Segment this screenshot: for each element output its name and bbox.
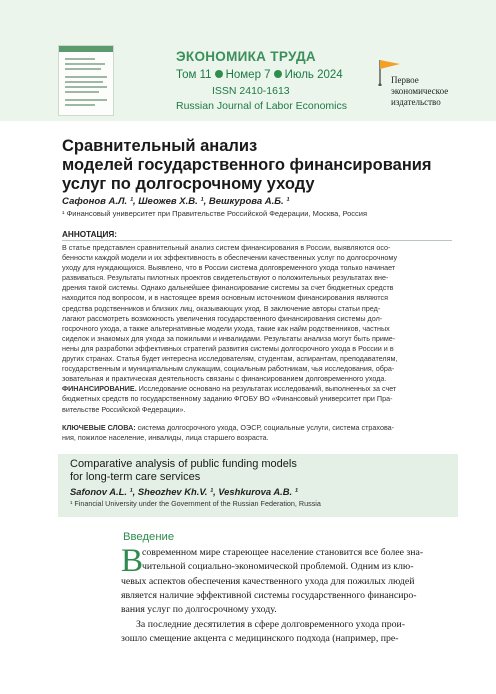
intro-line: чительной социально-экономической проблемой. Одним из клю- (142, 561, 414, 572)
intro-line: За последние десятилетия в сфере долговременного ухода прои- (136, 619, 406, 630)
abstract-line: нены для разработки эффективных стратегий развития системы долгосрочного ухода в России и в (62, 343, 394, 353)
issue-date: Июль 2024 (284, 69, 343, 81)
keywords-text: система долгосрочного ухода, ОЭСР, социальные услуги, система страхова- (135, 422, 395, 432)
english-title-line: Comparative analysis of public funding models (70, 458, 297, 470)
funding-text: вительстве Российской Федерации». (62, 404, 186, 414)
intro-line: чевых аспектов обеспечения качественного ухода для пожилых людей (121, 576, 415, 587)
intro-line: современном мире стареющее население становится все более зна- (142, 547, 424, 558)
abstract-text (62, 243, 452, 443)
abstract-line: дрения такой системы. Однако дальнейшее финансирование системы за счет бюджетных средств (62, 283, 394, 293)
journal-title: ЭКОНОМИКА ТРУДА (176, 49, 316, 64)
issue-number: Номер 7 (225, 69, 271, 81)
abstract-line: лагают рассмотреть возможность увеличения государственного финансирования системы дол- (62, 313, 383, 323)
english-title (70, 458, 297, 484)
issn: ISSN 2410-1613 (212, 85, 290, 97)
abstract-line: сиделок и знакомых для ухода за пожилыми и инвалидами. Результаты анализа могут быть приме- (62, 333, 396, 343)
abstract-line: госрочного ухода, а также альтернативные модели ухода, такие как найм родственников, частных (62, 323, 390, 333)
keywords-label: КЛЮЧЕВЫЕ СЛОВА: (62, 422, 136, 432)
abstract-line: других странах. Статья будет интересна исследователям, студентам, аспирантам, преподавателям, (62, 354, 398, 364)
abstract-line: уходу для нуждающихся. Выявлено, что в России система долговременного ухода только начинает (62, 263, 396, 273)
authors: Сафонов А.Л. ¹, Шеожев Х.В. ¹, Вешкурова А.Б. ¹ (62, 196, 290, 207)
intro-line: вания услуг по долгосрочному уходу. (121, 604, 277, 615)
keywords-line (62, 423, 452, 433)
bullet-dot-icon (274, 70, 282, 78)
abstract-line: зовательная и практическая деятельность связаны с финансированием долговременного ухода. (62, 374, 387, 384)
journal-cover-thumbnail (58, 45, 114, 116)
title-line: Сравнительный анализ (62, 137, 258, 155)
abstract-line: развиваться. Результаты пилотных проектов свидетельствуют о положительных результатах вне- (62, 273, 389, 283)
title-line: моделей государственного финансирования (62, 156, 432, 174)
abstract-line: государственным и муниципальным служащим, социальным работникам, чья исследования, обра- (62, 364, 395, 374)
article-title (62, 137, 452, 194)
abstract-line: находится под вопросом, и в настоящее время основным источником финансирования являются (62, 293, 388, 303)
abstract-line: бенности каждой модели и их эффективность в обеспечении качественных услуг по долгосрочному (62, 253, 398, 263)
abstract-heading: АННОТАЦИЯ: (62, 230, 117, 239)
intro-line: является наличие эффективной системы государственного финансиро- (121, 590, 417, 601)
publisher-line: экономическое (391, 86, 449, 96)
title-line: услуг по долгосрочному уходу (62, 175, 315, 193)
publisher-line: Первое (391, 75, 419, 85)
intro-line: зошло смещение акцента с медицинского подхода (например, пре- (121, 633, 399, 644)
publisher-line: издательство (391, 97, 441, 107)
affiliation: ¹ Финансовый университет при Правительстве Российской Федерации, Москва, Россия (62, 209, 368, 218)
journal-english-title: Russian Journal of Labor Economics (176, 100, 348, 112)
funding-label: ФИНАНСИРОВАНИЕ. (62, 384, 137, 394)
volume: Том 11 (176, 69, 212, 81)
issue-info (176, 69, 343, 81)
keywords-text: ния, пожилое население, инвалиды, лица старшего возраста. (62, 432, 269, 442)
introduction-heading: Введение (123, 531, 175, 543)
funding-text: Исследование основано на результатах исследований, выполненных за счет (136, 384, 397, 394)
abstract-line: В статье представлен сравнительный анализ систем финансирования в России, выявляются осо- (62, 243, 391, 252)
abstract-line: средства родственников и близких лиц, оказывающих уход. В заключение авторы статьи пред- (62, 303, 381, 313)
english-affiliation: ¹ Financial University under the Government of the Russian Federation, Russia (70, 499, 321, 508)
funding-text: бюджетных средств по государственному заданию ФГОБУ ВО «Финансовый университет при Пра- (62, 394, 393, 404)
divider (62, 240, 452, 241)
english-title-line: for long-term care services (70, 471, 201, 483)
english-authors: Safonov A.L. ¹, Sheozhev Kh.V. ¹, Veshkurova A.B. ¹ (70, 486, 298, 497)
bullet-dot-icon (215, 70, 223, 78)
drop-cap: В (121, 543, 144, 579)
publisher-name (391, 75, 448, 108)
funding-line (62, 384, 452, 394)
